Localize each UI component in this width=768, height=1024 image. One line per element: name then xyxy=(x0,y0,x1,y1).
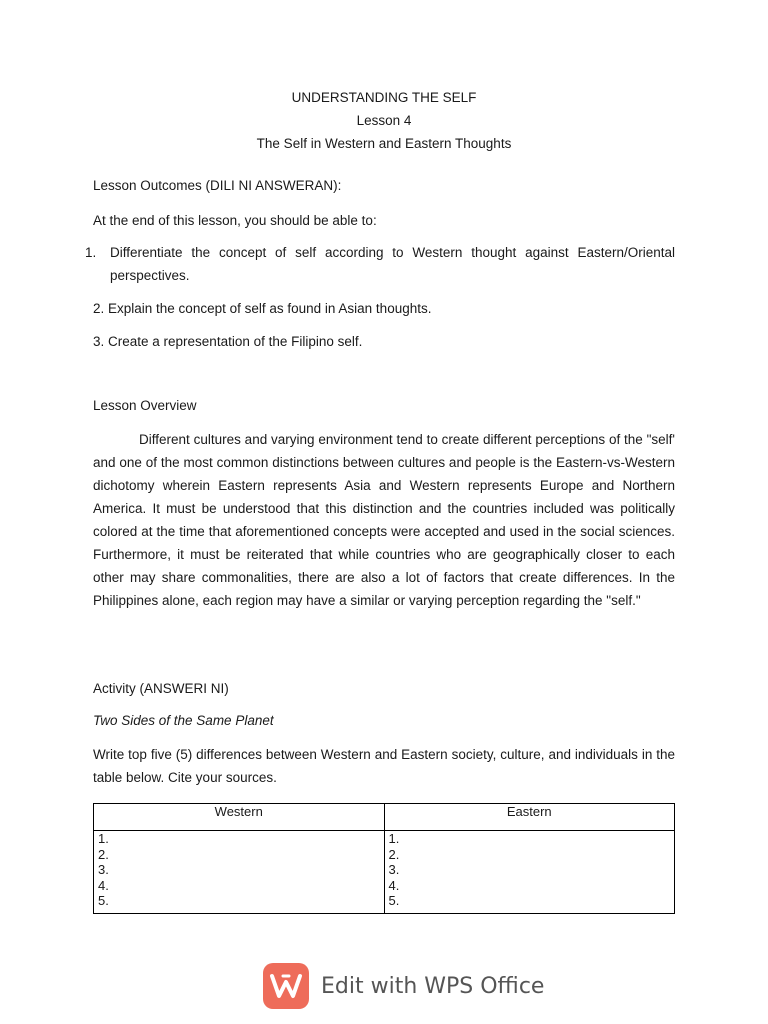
outcome-item-1 xyxy=(85,241,675,287)
western-item: 4. xyxy=(98,877,109,893)
title-block xyxy=(93,86,675,155)
outcomes-heading: Lesson Outcomes (DILI NI ANSWERAN): xyxy=(93,178,342,193)
overview-body: Different cultures and varying environment tend to create different perceptions of the "self' and one of the most common distinctions between cultures and people is the Eastern-vs-Western dichotomy wherein Eastern represents Asia and Western represents Europe and Northern America. It must be understood that this distinction and the countries included was politically colored at the time that aforementioned concepts were accepted and used in the social sciences. Furthermore, it must be reiterated that while countries who are geographically closer to each other may share commonalities, there are also a lot of factors that create differences. In the Philippines alone, each region may have a similar or varying perception regarding the "self." xyxy=(93,432,675,608)
western-item: 1. xyxy=(98,831,109,846)
outcome-text: Differentiate the concept of self according to Western thought against Eastern/Oriental perspectives. xyxy=(110,245,675,283)
eastern-cell[interactable] xyxy=(384,831,675,914)
western-item: 2. xyxy=(98,846,109,862)
western-cell[interactable] xyxy=(94,831,385,914)
eastern-item: 4. xyxy=(388,877,400,893)
activity-heading: Activity (ANSWERI NI) xyxy=(93,681,229,696)
activity-instructions: Write top five (5) differences between Western and Eastern society, culture, and individuals in the table below. Cite your sources. xyxy=(93,747,675,785)
wps-edit-banner[interactable] xyxy=(263,963,544,1009)
outcomes-intro: At the end of this lesson, you should be able to: xyxy=(93,213,377,228)
wps-edit-label[interactable]: Edit with WPS Office xyxy=(321,973,545,999)
outcome-item-2: 2. Explain the concept of self as found in Asian thoughts. xyxy=(93,301,432,316)
eastern-item: 5. xyxy=(388,893,400,908)
course-title: UNDERSTANDING THE SELF xyxy=(291,90,477,105)
overview-heading: Lesson Overview xyxy=(93,398,197,413)
differences-table xyxy=(93,803,675,914)
lesson-number: Lesson 4 xyxy=(356,113,412,128)
eastern-item: 1. xyxy=(388,831,400,846)
western-item: 3. xyxy=(98,862,109,877)
wps-logo-icon xyxy=(263,963,309,1009)
activity-subtitle: Two Sides of the Same Planet xyxy=(93,713,274,728)
eastern-item: 3. xyxy=(388,862,400,877)
outcome-item-3: 3. Create a representation of the Filipino self. xyxy=(93,334,363,349)
lesson-topic: The Self in Western and Eastern Thoughts xyxy=(256,136,512,151)
western-item: 5. xyxy=(98,893,109,908)
western-column-header: Western xyxy=(94,804,385,831)
outcome-number: 1. xyxy=(85,245,97,260)
eastern-column-header: Eastern xyxy=(384,804,675,831)
eastern-item: 2. xyxy=(388,846,400,862)
